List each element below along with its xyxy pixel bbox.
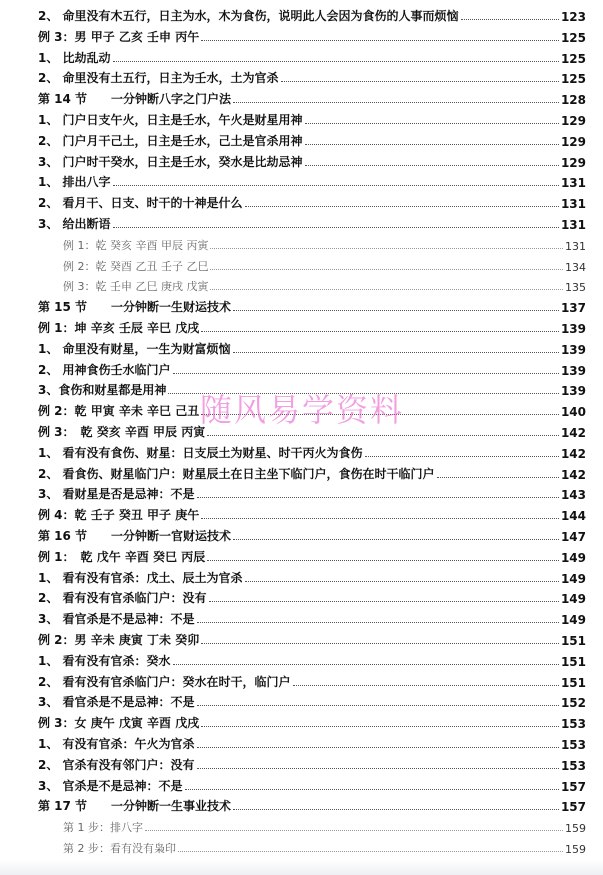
toc-entry-page: 149 xyxy=(560,571,586,586)
toc-entry[interactable] xyxy=(38,377,586,398)
toc-entry-title: 例 2：乾 癸酉 乙丑 壬子 乙巳 xyxy=(63,259,209,273)
toc-entry-title: 2、 看有没有官杀临门户：癸水在时干，临门户 xyxy=(38,674,291,689)
toc-leader-dots xyxy=(365,456,559,457)
toc-leader-dots xyxy=(201,518,559,519)
toc-leader-dots xyxy=(113,61,559,62)
toc-entry-title: 第 17 节 一分钟断一生事业技术 xyxy=(38,799,232,814)
toc-leader-dots xyxy=(207,560,559,561)
toc-leader-dots xyxy=(305,165,559,166)
toc-entry[interactable] xyxy=(38,336,586,357)
toc-leader-dots xyxy=(305,123,559,124)
toc-leader-dots xyxy=(233,352,559,353)
toc-entry[interactable] xyxy=(38,481,586,502)
toc-leader-dots xyxy=(113,227,559,228)
toc-entry-title: 2、 门户月干己土，日主是壬水，己土是官杀用神 xyxy=(38,133,303,148)
toc-entry-page: 159 xyxy=(565,843,586,856)
toc-entry[interactable] xyxy=(38,86,586,107)
toc-entry-page: 153 xyxy=(560,717,586,732)
toc-entry-title: 例 3： 乾 癸亥 辛酉 甲辰 丙寅 xyxy=(38,425,206,439)
toc-leader-dots xyxy=(233,102,559,103)
toc-entry-page: 153 xyxy=(560,758,586,773)
toc-entry-page: 129 xyxy=(560,134,586,149)
toc-entry-title: 第 16 节 一分钟断一官财运技术 xyxy=(38,529,232,543)
toc-entry-page: 151 xyxy=(560,675,586,690)
toc-entry-title: 第 14 节 一分钟断八字之门户法 xyxy=(38,92,232,107)
toc-entry-title: 1、 排出八字 xyxy=(38,175,111,190)
toc-leader-dots xyxy=(210,289,563,290)
toc-leader-dots xyxy=(245,581,559,582)
toc-entry[interactable] xyxy=(38,689,586,710)
toc-entry-title: 2、 命里没有土五行，日主为壬水，土为官杀 xyxy=(38,71,279,86)
toc-entry[interactable] xyxy=(63,273,586,294)
toc-entry-title: 3、 看财星是否是忌神：不是 xyxy=(38,487,195,502)
toc-leader-dots xyxy=(461,19,559,20)
toc-entry-page: 140 xyxy=(560,405,586,420)
toc-entry-page: 129 xyxy=(560,114,586,128)
toc-leader-dots xyxy=(113,185,559,186)
toc-leader-dots xyxy=(201,331,559,332)
toc-entry-page: 139 xyxy=(560,322,586,336)
toc-entry[interactable] xyxy=(38,565,586,586)
toc-leader-dots xyxy=(197,622,559,623)
toc-entry-page: 125 xyxy=(560,51,586,66)
toc-entry[interactable] xyxy=(38,710,586,731)
toc-leader-dots xyxy=(197,768,559,769)
toc-entry-title: 3、 官杀是不是忌神：不是 xyxy=(38,778,183,793)
toc-leader-dots xyxy=(201,414,559,415)
toc-entry-title: 2、 用神食伤壬水临门户 xyxy=(38,362,171,377)
toc-entry-page: 142 xyxy=(560,446,586,461)
toc-entry[interactable] xyxy=(38,128,586,149)
toc-entry[interactable] xyxy=(38,211,586,232)
toc-leader-dots xyxy=(210,269,563,270)
toc-entry-page: 153 xyxy=(560,738,586,752)
toc-entry-title: 3、 看官杀是不是忌神：不是 xyxy=(38,612,195,627)
toc-entry[interactable] xyxy=(38,502,586,523)
toc-entry-title: 例 1： 乾 戊午 辛酉 癸巳 丙辰 xyxy=(38,549,206,564)
toc-entry-title: 1、 看有没有食伤、财星：日支辰土为财星、时干丙火为食伤 xyxy=(38,445,363,460)
toc-leader-dots xyxy=(173,373,559,374)
toc-entry[interactable] xyxy=(38,544,586,565)
toc-leader-dots xyxy=(168,393,559,394)
toc-entry-title: 3、 门户时干癸水，日主是壬水，癸水是比劫忌神 xyxy=(38,154,303,169)
toc-entry-page: 157 xyxy=(560,800,586,815)
toc-entry-title: 1、 命里没有财星，一生为财富烦恼 xyxy=(38,341,231,356)
toc-leader-dots xyxy=(305,144,559,145)
toc-entry[interactable] xyxy=(38,149,586,170)
toc-entry[interactable] xyxy=(63,232,586,253)
toc-entry[interactable] xyxy=(38,294,586,315)
toc-entry[interactable] xyxy=(38,669,586,690)
toc-leader-dots xyxy=(245,206,559,207)
toc-entry-page: 137 xyxy=(560,301,586,316)
toc-entry-title: 1、 看有没有官杀：癸水 xyxy=(38,653,171,668)
toc-entry[interactable] xyxy=(38,315,586,336)
toc-entry[interactable] xyxy=(38,752,586,773)
toc-entry[interactable] xyxy=(38,45,586,66)
toc-leader-dots xyxy=(281,81,559,82)
toc-entry-page: 123 xyxy=(560,10,586,24)
toc-leader-dots xyxy=(233,539,559,540)
toc-entry-page: 144 xyxy=(560,509,586,524)
watermark: 随风易学资料 xyxy=(200,391,405,429)
toc-leader-dots xyxy=(207,435,559,436)
toc-entry-title: 例 4：乾 壬子 癸丑 甲子 庚午 xyxy=(38,508,200,523)
toc-entry-title: 例 2：男 辛未 庚寅 丁未 癸卯 xyxy=(38,633,200,647)
toc-entry[interactable] xyxy=(38,606,586,627)
toc-entry-title: 2、 看食伤、财星临门户：财星辰土在日主坐下临门户，食伤在时干临门户 xyxy=(38,466,435,481)
toc-entry[interactable] xyxy=(38,440,586,461)
toc-entry[interactable] xyxy=(38,107,586,128)
toc-entry[interactable] xyxy=(38,24,586,45)
toc-entry-title: 例 3：男 甲子 乙亥 壬申 丙午 xyxy=(38,29,200,44)
toc-leader-dots xyxy=(178,851,563,852)
toc-entry-page: 151 xyxy=(560,634,586,648)
toc-leader-dots xyxy=(209,601,559,602)
toc-entry[interactable] xyxy=(38,65,586,86)
toc-entry-title: 2、 官杀有没有邻门户：没有 xyxy=(38,757,195,772)
toc-entry-title: 2、 看月干、日支、时干的十神是什么 xyxy=(38,196,243,211)
toc-entry[interactable] xyxy=(38,523,586,544)
toc-entry-title: 1、 比劫乱动 xyxy=(38,50,111,65)
toc-entry[interactable] xyxy=(38,419,586,440)
toc-entry[interactable] xyxy=(38,585,586,606)
toc-entry-title: 2、 看有没有官杀临门户：没有 xyxy=(38,591,207,606)
toc-entry-page: 131 xyxy=(565,239,586,253)
toc-leader-dots xyxy=(145,830,563,831)
toc-leader-dots xyxy=(201,726,559,727)
toc-entry[interactable] xyxy=(38,627,586,648)
toc-entry-page: 139 xyxy=(560,342,586,357)
toc-entry-title: 2、 命里没有木五行，日主为水，木为食伤，说明此人会因为食伤的人事而烦恼 xyxy=(38,9,459,23)
toc-entry-title: 1、 有没有官杀：午火为官杀 xyxy=(38,737,195,751)
toc-entry-page: 149 xyxy=(560,592,586,607)
toc-entry-title: 第 1 步：排八字 xyxy=(63,821,143,835)
toc-entry-page: 125 xyxy=(560,72,586,87)
toc-leader-dots xyxy=(201,40,559,41)
toc-entry[interactable] xyxy=(38,648,586,669)
toc-entry-page: 149 xyxy=(560,613,586,628)
toc-entry-title: 3、 看官杀是不是忌神：不是 xyxy=(38,695,195,710)
toc-entry-title: 1、 看有没有官杀：戊土、辰土为官杀 xyxy=(38,570,243,585)
toc-entry-title: 第 2 步：看有没有枭印 xyxy=(63,842,176,855)
toc-entry-page: 157 xyxy=(560,779,586,794)
toc-entry[interactable] xyxy=(63,814,586,835)
toc-leader-dots xyxy=(197,747,559,748)
toc-leader-dots xyxy=(197,705,559,706)
toc-entry-page: 152 xyxy=(560,696,586,711)
toc-leader-dots xyxy=(210,248,563,249)
toc-leader-dots xyxy=(201,643,559,644)
toc-entry-page: 129 xyxy=(560,155,586,170)
toc-leader-dots xyxy=(173,664,559,665)
toc-entry[interactable] xyxy=(38,398,586,419)
toc-leader-dots xyxy=(197,497,559,498)
toc-entry-page: 142 xyxy=(560,467,586,482)
toc-entry[interactable] xyxy=(63,835,586,856)
page-bottom-band xyxy=(0,860,603,875)
toc-entry[interactable] xyxy=(38,731,586,752)
toc-entry[interactable] xyxy=(38,357,586,378)
toc-entry-page: 149 xyxy=(560,550,586,565)
toc-entry-page: 128 xyxy=(560,93,586,108)
toc-entry-title: 第 15 节 一分钟断一生财运技术 xyxy=(38,300,232,315)
toc-entry[interactable] xyxy=(38,3,586,24)
toc-entry[interactable] xyxy=(63,253,586,274)
toc-leader-dots xyxy=(437,477,559,478)
toc-entry-page: 131 xyxy=(560,218,586,232)
toc-entry[interactable] xyxy=(38,461,586,482)
toc-entry-page: 143 xyxy=(560,488,586,503)
toc-entry-page: 159 xyxy=(565,822,586,836)
toc-entry[interactable] xyxy=(38,793,586,814)
toc-entry-title: 例 2：乾 甲寅 辛未 辛巳 己丑 xyxy=(38,404,200,419)
toc-entry-page: 139 xyxy=(560,363,586,378)
toc-entry-title: 3、 给出断语 xyxy=(38,217,111,231)
toc-entry-page: 125 xyxy=(560,30,586,45)
toc-entry[interactable] xyxy=(38,773,586,794)
toc-leader-dots xyxy=(233,310,559,311)
toc-entry-title: 1、 门户日支午火，日主是壬水，午火是财星用神 xyxy=(38,113,303,127)
toc-entry-page: 151 xyxy=(560,654,586,669)
toc-entry-title: 例 1：乾 癸亥 辛酉 甲辰 丙寅 xyxy=(63,238,209,252)
toc-entry-page: 135 xyxy=(565,281,586,295)
toc-entry-page: 134 xyxy=(565,260,586,274)
toc-entry[interactable] xyxy=(38,169,586,190)
toc-entry-title: 例 1：坤 辛亥 壬辰 辛巳 戊戌 xyxy=(38,321,200,335)
toc-entry[interactable] xyxy=(38,190,586,211)
toc-entry-title: 例 3：女 庚午 戊寅 辛酉 戊戌 xyxy=(38,716,200,731)
toc-entry-title: 例 3：乾 壬申 乙巳 庚戌 戊寅 xyxy=(63,280,209,294)
toc-leader-dots xyxy=(233,809,559,810)
toc-entry-page: 147 xyxy=(560,530,586,544)
toc-entry-title: 3、食伤和财星都是用神 xyxy=(38,383,167,398)
toc-leader-dots xyxy=(185,789,559,790)
toc-entry-page: 131 xyxy=(560,176,586,191)
toc-entry-page: 131 xyxy=(560,197,586,212)
toc-leader-dots xyxy=(293,685,559,686)
toc-entry-page: 142 xyxy=(560,426,586,440)
toc-entry-page: 139 xyxy=(560,384,586,399)
